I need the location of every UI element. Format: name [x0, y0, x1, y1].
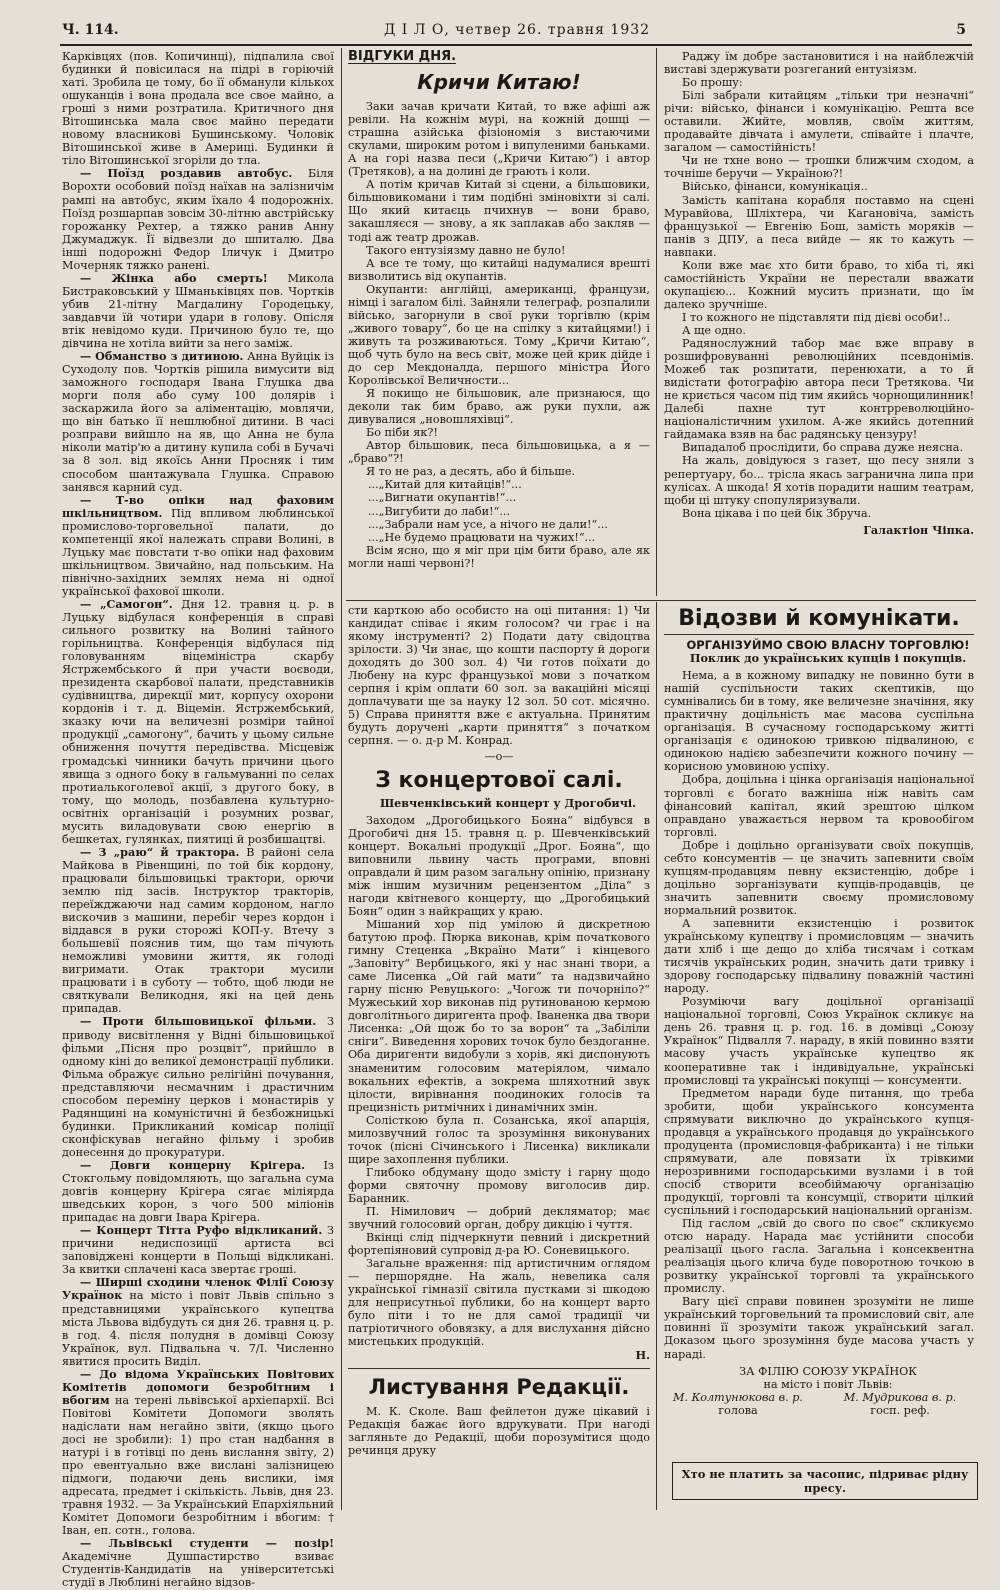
- letter-reply: М. К. Сколе. Ваш фейлетон дуже цікавий і Редакція бажає його вдрукувати. При нагоді загляньте до Редакції, щоби порозумітися щодо речинця друку: [348, 1404, 650, 1457]
- paragraph: Радянослужний табор має вже вправу в розшифровуванні революційних псевдонімів. Можеб так розпитати, перенюхати, а то й видістати фотографію автора песи Третякова. Чи не криється часом під тим якийсь чорнощилинник! Далебі пахне тут контрреволюційно-націоналістичним ухилом. А-же якийсь дотепний гайдамака взяв на бас радянську цензуру!: [664, 337, 974, 442]
- concert-title: З концертової салі.: [375, 767, 623, 793]
- section-heading: ВІДГУКИ ДНЯ.: [348, 49, 457, 64]
- concert-signature: Н.: [635, 1347, 650, 1362]
- slogan-line: ...„Забрали нам усе, а нічого не дали!“...: [368, 517, 608, 531]
- column-3-top: [664, 50, 974, 598]
- article-text: З приводу висвітлення у Відні більшовицької фільми „Пісня про розцвіт“, прийшло в одному кіні до великої демонстрації публики. Фільма ображує сильно релігійні почування, представляючи несмачним і драстичним способом переміну церков і монастирів у Радянщині на комуністичні й безбожницькі будинки. Прикликаний комісар поліції сконфіскував негайно фільму і зробив донесення до прокуратури.: [62, 1015, 334, 1159]
- article-tractor: [62, 846, 334, 1016]
- article-train: [62, 167, 334, 271]
- masthead-title: Д І Л О, четвер 26. травня 1932: [383, 22, 651, 38]
- paragraph: А все те тому, що китайці надумалися врешті визволитись від окупантів.: [348, 256, 650, 283]
- paragraph: Я то не раз, а десять, або й більше.: [366, 465, 576, 479]
- paragraph: Заки зачав кричати Китай, то вже афіші аж ревіли. На кожнім мурі, на кожній дошці — страшна азійська фізіономія з вистаючими скулами, широким ротом і випуленими баньками. А на горі назва песи („Кричи Китаю“) і автор (Третяков), а на долині де грають і коли.: [348, 100, 650, 179]
- paragraph: Такого ентузіязму давно не було!: [366, 243, 566, 257]
- slogan-line: ...„Вигубити до лаби!“...: [368, 504, 511, 518]
- headline: — Поїзд роздавив автобус.: [80, 166, 293, 181]
- announcement-subtitle: ОРГАНІЗУЙМО СВОЮ ВЛАСНУ ТОРГОВЛЮ!: [686, 638, 970, 652]
- paragraph: Добре і доцільно організувати своїх покупців, себто консументів — це значить запевнити своїм купцям-продавцям певну екзистенцію, добре і доцільно зорганізувати купців-продавців, це значить запевнити своєму промисловому нормальний розвиток.: [664, 838, 974, 917]
- author-signature: Галактіон Чіпка.: [863, 522, 974, 537]
- paragraph: Вона цікава і по цей бік Збруча.: [682, 506, 872, 520]
- paragraph: Автор більшовик, песа більшовицька, а я — „браво“?!: [348, 439, 650, 466]
- headline: — Жінка або смерть!: [80, 270, 268, 285]
- paragraph: Випадалоб прослідити, бо справа дуже неясна.: [682, 441, 964, 455]
- separator-mark: —o—: [484, 749, 514, 763]
- letters-title: Листування Редакції.: [368, 1374, 630, 1399]
- paragraph: Під гаслом „свій до свого по своє“ скликуємо отсю нараду. Нарада має устійнити способи реалізації цього гасла. Загальна і консеквентна реалізація цього клича буде поворотною точкою в розвитку української торговлі та українського промислу.: [664, 1217, 974, 1296]
- header-rule: [60, 44, 972, 46]
- article-fraud: [62, 350, 334, 494]
- paragraph: Військо, фінанси, комунікація..: [682, 180, 868, 194]
- column-divider: [656, 48, 657, 596]
- signature-right: [830, 1391, 970, 1417]
- paragraph: Солісткою була п. Созанська, якої апарція, милозвучний голос та зрозуміння виконуваних точок (пісні Січинського і Лисенка) викликали щире захоплення публики.: [348, 1113, 650, 1166]
- paragraph: Предметом наради буде питання, що треба зробити, щоби українського консумента спрямувати виключно до українського купця-продавця а українського продавця до українського продуцента (промисловця-фабриканта) і не тільки спрямувати, але повязати їх трівкими нерозривними господарськими вузлами і в той спосіб створити всеобіймаючу організацію продукції, торговлі та консумції, створити цілкий суспільний і господарський національний організм.: [664, 1086, 974, 1218]
- paragraph: А ще одно.: [682, 323, 746, 337]
- article-text: Біля Ворохти особовий поїзд наїхав на залізничім рампі на автобус, яким їхало 4 подорожніх. Поїзд розшарпав зовсім 30-літню австрійську горожанку Рехтер, а тяжко ранив Анну Джумаджук. Її відвезли до шпиталю. Два інші подорожні Федор Іличук і Дмитро Мочерняк тяжко ранені.: [62, 167, 334, 272]
- paragraph: Бо піби як?!: [366, 426, 438, 440]
- signatures: [664, 1391, 974, 1421]
- slogan-line: ...„Вигнати окупантів!“...: [368, 491, 517, 505]
- column-divider: [341, 48, 342, 1510]
- signature-name: М. Колтунюкова в. р.: [673, 1390, 803, 1404]
- students-continuation: сти карткою або особисто на оці питання: 1) Чи кандидат співає і яким голосом? чи грає і на якому інструменті? 2) Подати дату свідоцтва зрілости. 3) Чи знає, що кошти паспорту й дороги доходять до 300 зол. 4) Чи готов поїхати до Любену на курс французької мови з початком серпня і крім оплати 60 зол. за вакаційні місяці доплачувати ще за науку 12 зол. 50 сот. місячно. 5) Справа приняття вже є актуальна. Принятим будуть доручені „карти приняття“ з початком серпня. — о. д-р М. Конрад.: [348, 604, 650, 748]
- headline: — З „раю“ й трактора.: [80, 844, 240, 859]
- article-fire: Карківцях (пов. Копичинці), підпалила свої будинки й повісилася на підрі в горіючій хаті. Зробила це тому, бо її обманули кількох ошуканців і вона продала все свое майно, а гроші з ними розтратила. Критичного дня Вітошинська мала своє майно передати новому власникові Бушинському. Чоловік Вітошинської живе в Америці. Будинки й тіло Вітошинської згоріли до тла.: [62, 50, 334, 168]
- signature-subheading: на місто і повіт Львів:: [763, 1377, 893, 1391]
- paragraph: Вагу цієї справи повинен зрозуміти не лише український торговельний та промисловий світ, але повинні її зрозуміти також український загал. Доказом цього зрозуміння буде масова участь у нараді.: [664, 1295, 974, 1361]
- column-3-bottom: [664, 604, 974, 1454]
- signature-name: М. Мудрикова в. р.: [843, 1390, 957, 1404]
- article-committees: [62, 1368, 334, 1538]
- paragraph: Вкінці слід підчеркнути певний і дискретний фортепіяновий супровід д-ра Ю. Соневицького.: [348, 1231, 650, 1258]
- paragraph: Заходом „Дрогобицького Бояна“ відбувся в Дрогобичі дня 15. травня ц. р. Шевченківський концерт. Вокальні продукції „Дрог. Бояна“, що виповнили львину часть програми, вповні оправдали й цим разом загальну опінію, признану між іншим музичним рецензентом „Діла“ з нагоди квітневого концерту, що „Дрогобицький Боян“ один з найкращих у краю.: [348, 813, 650, 918]
- paragraph: А потім кричав Китай зі сцени, а більшовики, більшовикомани і тим подібні зміновіхти зі салі. Що який китаєць пчихнув — вони браво, закашляєся — знову, а як заплакав або закляв — тоді аж театр дрожав.: [348, 178, 650, 244]
- page-number: 5: [956, 22, 966, 38]
- paragraph: Розуміючи вагу доцільної організації національної торговлі, Союз Українок скликує на день 26. травня ц. р. год. 16. в домівці „Союзу Українок“ Підвалля 7. нараду, в якій повинно взяти масову участь українське купецтво як кооперативне так і індивідуальне, українські промисловці та українські покупці — консументи.: [664, 995, 974, 1087]
- headline: — Т-во опіки над фаховим шкільництвом.: [62, 492, 334, 520]
- page-header: [62, 22, 972, 42]
- headline: — Ширші сходини членок Філії Союзу Українок: [62, 1275, 334, 1303]
- article-film: [62, 1015, 334, 1159]
- feuilleton-title: Кричи Китаю!: [417, 70, 581, 95]
- paragraph: Раджу їм добре застановитися і на найблежчій виставі здержувати розгеганий ентузіязм.: [664, 50, 974, 77]
- slogan-line: ...„Не будемо працювати на чужих!“...: [368, 530, 596, 544]
- paragraph: Всім ясно, що я міг при цім бити браво, але як могли наші червоні?!: [348, 543, 650, 570]
- article-samohon: [62, 598, 334, 846]
- article-text: Дня 12. травня ц. р. в Луцьку відбулася конференція в справі сильного розвитку на Волині тайного горільництва. Конференція відбулася під головуванням віцеміністра скарбу Ястржембського й при участи воєводи, президента скарбової палати, представників судівництва, дирекції мит, корпусу охорони кордонів і т. д. Віцемін. Ястржембський, зказку ючи на величезні розміри тайної продукції „самогону“, бачить у цьому сильне обниження почуття передівства. Місцевіж громадські чинники бачуть причини цього явища з одного боку в гальмуванні по селах протиалькоголевої акції, з другого боку, в тому, що молодь, позбавлена культурно-освітніх організацій і розумних розваг, мусить виладовувати свою енергію в бешкетах, гулянках, пиятиці й розбишацтві.: [62, 597, 334, 846]
- column-2-top: [348, 50, 650, 598]
- signature-left: [668, 1391, 808, 1417]
- paragraph: Коли вже має хто бити браво, то хіба ті, які самостійність України не перестали вважати окупацією... Кожний мусить признати, що їм далеко зручніше.: [664, 258, 974, 311]
- paragraph: І то кожного не підставляти під дієві особи!..: [682, 310, 951, 324]
- paragraph: П. Німилович — добрий декляматор; має звучний голосовий орган, добру дикцію і чуття.: [348, 1205, 650, 1232]
- paragraph: Мішаний хор під умілою й дискретною батутою проф. Пюрка виконав, крім початкового гимну Стеценка „Вкраїно Мати“ і кінцевого „Заповіту“ Вербицького, які у нас знані твори, а саме Лисенка „Ой гай мати“ та надзвичайно гарну пісню Ревуцького: „Чогож ти почорніло?“ Мужеський хор виконав під рутинованою кермою довголітнього диригента проф. Іваненка два твори Лисенка: „Ой щож бо то за ворон“ та „Забіліли сніги“. Виведення хорових точок було бездоганне. Оба диригенти видобули з хорів, які диспонують знаменитим голосовим матеріялом, чимало вокальних ефектів, а зокрема шляхотний звук цілости, вирівнання поодиноких голосів та прецизність ритмічних і динамічних змін.: [348, 917, 650, 1114]
- headline: — Довги концерну Крігера.: [80, 1157, 306, 1172]
- article-text: З причини недиспозиції артиста всі заповіджені концерти в Польщі відкликані. За квитки сплачені каса звертає гроші.: [62, 1224, 334, 1277]
- paragraph: На жаль, довідуюся з газет, що песу зняли з репертуару, бо... трісла якась загранична липа при кулісах. А шкода! Я хотів порадити нашим театрам, щоби ці штуку спопуляризували.: [664, 454, 974, 507]
- column-2-bottom: [348, 604, 650, 1510]
- headline: — Обманство з дитиною.: [80, 349, 244, 364]
- section-rule: [348, 1368, 650, 1369]
- headline: — „Самогон“.: [80, 596, 173, 611]
- signature-role: госп. реф.: [870, 1403, 930, 1417]
- paragraph: Чи не тхне воно — трошки ближчим сходом, а точніше беручи — Україною?!: [664, 154, 974, 181]
- slogan-list: [348, 478, 650, 543]
- article-text: на місто і повіт Львів спільно з представницями українського купецтва міста Львова відбудуть ся дня 26. травня ц. р. в год. 4. після полудня в домівці Союзу Українок, вул. Підвальна ч. 7/I. Численно явитися просить Виділ.: [62, 1289, 334, 1368]
- announcement-subtitle-2: Поклик до українських купців і покупців.: [689, 651, 967, 666]
- paragraph: Добра, доцільна і цінка організація національної торговлі є богато важніша ніж навіть сам фінансовий капітал, який зрештою цілком оправдано уважається нервом та кровообігом торговлі.: [664, 773, 974, 839]
- article-students: [62, 1537, 334, 1589]
- concert-subtitle: Шевченківський концерт у Дрогобичі.: [379, 795, 637, 810]
- article-text: В районі села Майкова в Рівенщині, по той бік кордону, працювали більшовицькі трактори, орючи землю під засів. Інструктор тракторів, переїжджаючи над самим кордоном, нагло вискочив з машини, перебіг через кордон і віддався в руки сторожі КОП-у. Втечу з большевії пояснив тим, що там пічують неможливі умовини життя, як голоді вигримати. Отак трактори мусили працювати і в суботу — тобто, щоб люди не святкували Великодня, які на цей день припадав.: [62, 845, 334, 1016]
- article-murder: [62, 272, 334, 350]
- paragraph: Замість капітана корабля поставмо на сцені Муравйова, Шліхтера, чи Кагановіча, замість французької — Евгенію Бош, замість моряків — панів з ДПУ, а песа вийде — як то кажуть — навпаки.: [664, 193, 974, 259]
- article-text: Академічне Душпастирство взиває Студентів-Кандидатів на університетські студії в Люблині негайно відзов-: [62, 1550, 334, 1590]
- headline: — Концерт Тітта Руфо відкликаний.: [80, 1223, 323, 1238]
- headline: — Львівські студенти — позір!: [80, 1536, 334, 1551]
- paragraph: А запевнити екзистенцію і розвиток українському купецтву і промисловцям — значить дати хліб і ще дещо до хліба тисячам і соткам тисячів українських родин, значить дати тривку і здорову господарську підвалину поважній частині народу.: [664, 916, 974, 996]
- paragraph: Нема, а в кожному випадку не повинно бути в нашій суспільности таких скептиків, що сумнівались би в тому, яке величезне значіння, яку практичну доцільність має масова суспільна організація. В сучасному господарському житті організація є одинокою тривкою підвалиною, є одинокою надією забезпечити кожного почину — корисною умовиною успіху.: [664, 669, 974, 774]
- article-text: Анна Вуйцік із Суходолу пов. Чортків рішила вимусити від заможного господаря Івана Глушка два морги поля або суму 100 долярів і заскаржила його за аліментацію, мовлячи, що він батько її нешлюбної дитини. В часі розправи вийшло на яв, що Анна не була ніколи матір'ю а дитину купила собі в Бучачі за 8 зол. від якоїсь Анни Просняк і тим способом шантажувала Глушка. Справою занявся карний суд.: [62, 350, 335, 494]
- paragraph: Окупанти: англійці, американці, французи, німці і загалом білі. Зайняли телеграф, розпалили військо, загорнули в свої руки торгівлю (крім „живого товару“, бо це на спілку з китайцями!) і живуть та розживаються. Тому „Кричи Китаю“, щоб чуть було на весь світ, може цей крик дійде і до сер Мекдоналда, першого міністра Його Королівської Величности...: [348, 282, 650, 388]
- paragraph: Білі забрали китайцям „тільки три незначні“ річи: військо, фінанси і комунікацію. Решта все оставили. Жийте, мовляв, своїм життям, продавайте дівчата і амулети, співайте і плачте, загалом — самостійність!: [664, 89, 974, 155]
- paragraph: Я покищо не більшовик, але признаюся, що деколи так бим браво, аж руки пухли, аж дивувалися „новошляхівці“.: [348, 387, 650, 427]
- paragraph: Загальне враження: під артистичним оглядом — першорядне. На жаль, невелика саля української гімназії світила пустками зі шкодою для неприсутньої публики, бо на концерт варто було піти і то не для самої традиції чи патріотичного обовязку, а для вислухання дійсно мистецьких продукцій.: [348, 1257, 650, 1349]
- signature-role: голова: [718, 1403, 758, 1417]
- article-kreuger: [62, 1159, 334, 1224]
- article-text: Микола Бистраковський у Шманьківцях пов. Чортків убив 21-літну Магдалину Городецьку, завдавчи їй чотири удари в голову. Опісля втік невідомо куди. Причиною було те, що дівчина не хотіла вийти за него заміж.: [62, 271, 334, 351]
- section-rule: [346, 600, 976, 601]
- headline: — Проти більшовицької фільми.: [80, 1014, 317, 1029]
- headline: — До відома Українських Повітових Комітетів допомоги безробітним і вбогим: [62, 1366, 334, 1407]
- column-1: [62, 50, 335, 1590]
- announcements-title: Відозви й комунікати.: [664, 604, 974, 635]
- subscription-notice: Хто не платить за часопис, підриває рідну пресу.: [672, 1462, 978, 1500]
- slogan-line: ...„Китай для китайців!“...: [368, 478, 522, 492]
- signature-heading: ЗА ФІЛІЮ СОЮЗУ УКРАЇНОК: [739, 1364, 917, 1378]
- article-text: Із Стокгольму повідомляють, що загальна сума довгів концерну Крігера сягає міліярда шведських корон, з чого 500 міліонів припадає на довги Івара Крігера.: [62, 1158, 335, 1225]
- paragraph: Глибоко обдуману щодо змісту і гарну щодо форми святочну промову виголосив дир. Баранник.: [348, 1165, 650, 1205]
- article-school: [62, 494, 334, 598]
- column-divider: [656, 602, 657, 1510]
- article-text: на терені львівської архіепархії. Всі Повітові Комітети Допомоги зволять надіслати нам негайно звіти, (якщо цього досі не зробили): 1) про стан надбання в натурі і в готівці по день вислання звіту, 2) про евентуально вже вислані залізницею підмоги, подаючи день вислики, імя адресата, предмет і скількість. Львів, дня 23. травня 1932. — За Український Епархіяльний Комітет Допомоги безробітним і вбогим: † Іван, еп. сотн., голова.: [62, 1393, 334, 1538]
- article-text: Під впливом люблинської промислово-торговельної палати, до компетенції якої належать справи Волині, в Луцьку має повстати т-во опіки над фаховим шкільництвом. Звичайно, над польським. На північно-західних землях нема ні одної української фахової школи.: [62, 506, 335, 598]
- article-union-meeting: [62, 1276, 334, 1367]
- issue-number: Ч. 114.: [62, 22, 119, 38]
- article-ruffo: [62, 1224, 334, 1276]
- paragraph: Бо прошу:: [682, 76, 743, 90]
